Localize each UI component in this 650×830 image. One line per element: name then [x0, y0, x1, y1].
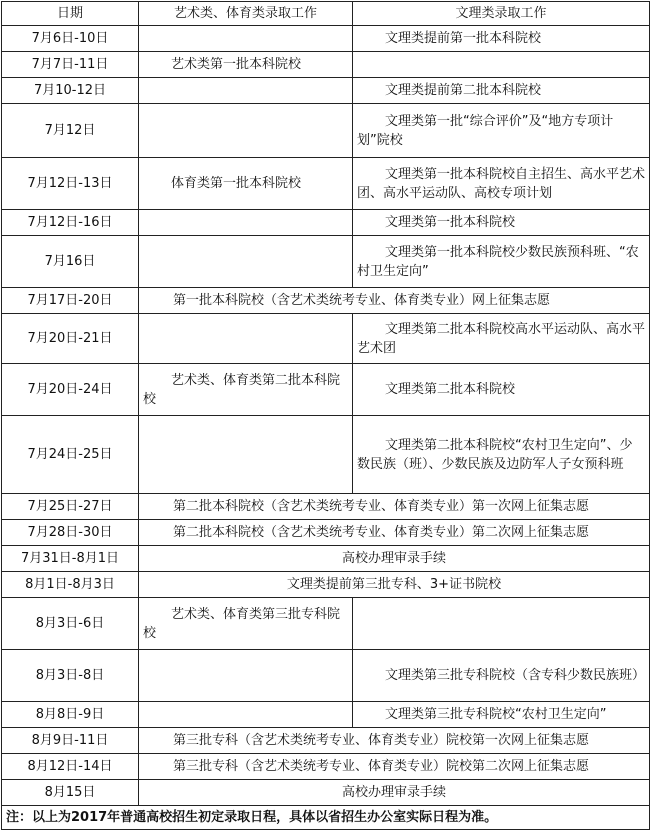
- table-row: [2, 598, 650, 650]
- row-merged-info: 高校办理审录手续: [139, 546, 650, 572]
- table-row: [2, 52, 650, 78]
- row-general: 文理类第二批本科院校: [353, 364, 650, 416]
- row-date: 7月31日-8月1日: [2, 546, 139, 572]
- row-general: 文理类第二批本科院校“农村卫生定向”、少数民族（班）、少数民族及边防军人子女预科班: [353, 416, 650, 494]
- row-date: 8月9日-11日: [2, 728, 139, 754]
- row-date: 7月17日-20日: [2, 288, 139, 314]
- table-row: [2, 780, 650, 806]
- row-merged-info: 文理类提前第三批专科、3+证书院校: [139, 572, 650, 598]
- row-date: 7月24日-25日: [2, 416, 139, 494]
- row-date: 7月20日-21日: [2, 314, 139, 364]
- row-date: 8月8日-9日: [2, 702, 139, 728]
- table-row: [2, 754, 650, 780]
- table-row: [2, 26, 650, 52]
- row-date: 8月3日-8日: [2, 650, 139, 702]
- row-general: 文理类提前第一批本科院校: [353, 26, 650, 52]
- row-date: 7月16日: [2, 236, 139, 288]
- row-art-pe: [139, 416, 353, 494]
- row-general: 文理类第一批“综合评价”及“地方专项计划”院校: [353, 104, 650, 158]
- row-general: [353, 52, 650, 78]
- row-general: 文理类第三批专科院校（含专科少数民族班）: [353, 650, 650, 702]
- row-date: 8月15日: [2, 780, 139, 806]
- row-merged-info: 高校办理审录手续: [139, 780, 650, 806]
- table-row: [2, 158, 650, 210]
- row-art-pe: 艺术类、体育类第二批本科院校: [139, 364, 353, 416]
- row-general: [353, 598, 650, 650]
- table-row: [2, 494, 650, 520]
- row-general: 文理类提前第二批本科院校: [353, 78, 650, 104]
- table-row: [2, 78, 650, 104]
- table-row: [2, 416, 650, 494]
- row-art-pe: [139, 78, 353, 104]
- admission-schedule-table: [1, 1, 650, 830]
- table-row: [2, 702, 650, 728]
- table-header-row: [2, 2, 650, 26]
- table-row: [2, 314, 650, 364]
- footnote-row: [2, 806, 650, 830]
- row-date: 7月10-12日: [2, 78, 139, 104]
- row-date: 7月20日-24日: [2, 364, 139, 416]
- row-merged-info: 第三批专科（含艺术类统考专业、体育类专业）院校第一次网上征集志愿: [139, 728, 650, 754]
- table-row: [2, 236, 650, 288]
- row-general: 文理类第一批本科院校少数民族预科班、“农村卫生定向”: [353, 236, 650, 288]
- row-date: 7月12日: [2, 104, 139, 158]
- row-art-pe: [139, 650, 353, 702]
- row-general: 文理类第三批专科院校“农村卫生定向”: [353, 702, 650, 728]
- row-date: 7月7日-11日: [2, 52, 139, 78]
- row-art-pe: 艺术类第一批本科院校: [139, 52, 353, 78]
- row-art-pe: [139, 210, 353, 236]
- table-row: [2, 364, 650, 416]
- row-date: 8月3日-6日: [2, 598, 139, 650]
- table-row: [2, 520, 650, 546]
- table-row: [2, 288, 650, 314]
- row-merged-info: 第三批专科（含艺术类统考专业、体育类专业）院校第二次网上征集志愿: [139, 754, 650, 780]
- row-art-pe: 体育类第一批本科院校: [139, 158, 353, 210]
- table-row: [2, 650, 650, 702]
- row-general: 文理类第二批本科院校高水平运动队、高水平艺术团: [353, 314, 650, 364]
- row-merged-info: 第二批本科院校（含艺术类统考专业、体育类专业）第二次网上征集志愿: [139, 520, 650, 546]
- header-general: 文理类录取工作: [353, 2, 650, 26]
- row-date: 7月6日-10日: [2, 26, 139, 52]
- row-general: 文理类第一批本科院校: [353, 210, 650, 236]
- header-date: 日期: [2, 2, 139, 26]
- row-art-pe: 艺术类、体育类第三批专科院校: [139, 598, 353, 650]
- row-date: 8月12日-14日: [2, 754, 139, 780]
- row-art-pe: [139, 702, 353, 728]
- row-date: 7月12日-13日: [2, 158, 139, 210]
- table-row: [2, 572, 650, 598]
- row-general: 文理类第一批本科院校自主招生、高水平艺术团、高水平运动队、高校专项计划: [353, 158, 650, 210]
- row-date: 8月1日-8月3日: [2, 572, 139, 598]
- table-row: [2, 546, 650, 572]
- table-row: [2, 728, 650, 754]
- header-art-pe: 艺术类、体育类录取工作: [139, 2, 353, 26]
- table-row: [2, 104, 650, 158]
- row-date: 7月12日-16日: [2, 210, 139, 236]
- row-art-pe: [139, 26, 353, 52]
- row-merged-info: 第一批本科院校（含艺术类统考专业、体育类专业）网上征集志愿: [139, 288, 650, 314]
- row-art-pe: [139, 104, 353, 158]
- row-merged-info: 第二批本科院校（含艺术类统考专业、体育类专业）第一次网上征集志愿: [139, 494, 650, 520]
- row-date: 7月28日-30日: [2, 520, 139, 546]
- row-date: 7月25日-27日: [2, 494, 139, 520]
- table-row: [2, 210, 650, 236]
- row-art-pe: [139, 236, 353, 288]
- footnote: 注：以上为2017年普通高校招生初定录取日程，具体以省招生办公室实际日程为准。: [2, 806, 650, 830]
- row-art-pe: [139, 314, 353, 364]
